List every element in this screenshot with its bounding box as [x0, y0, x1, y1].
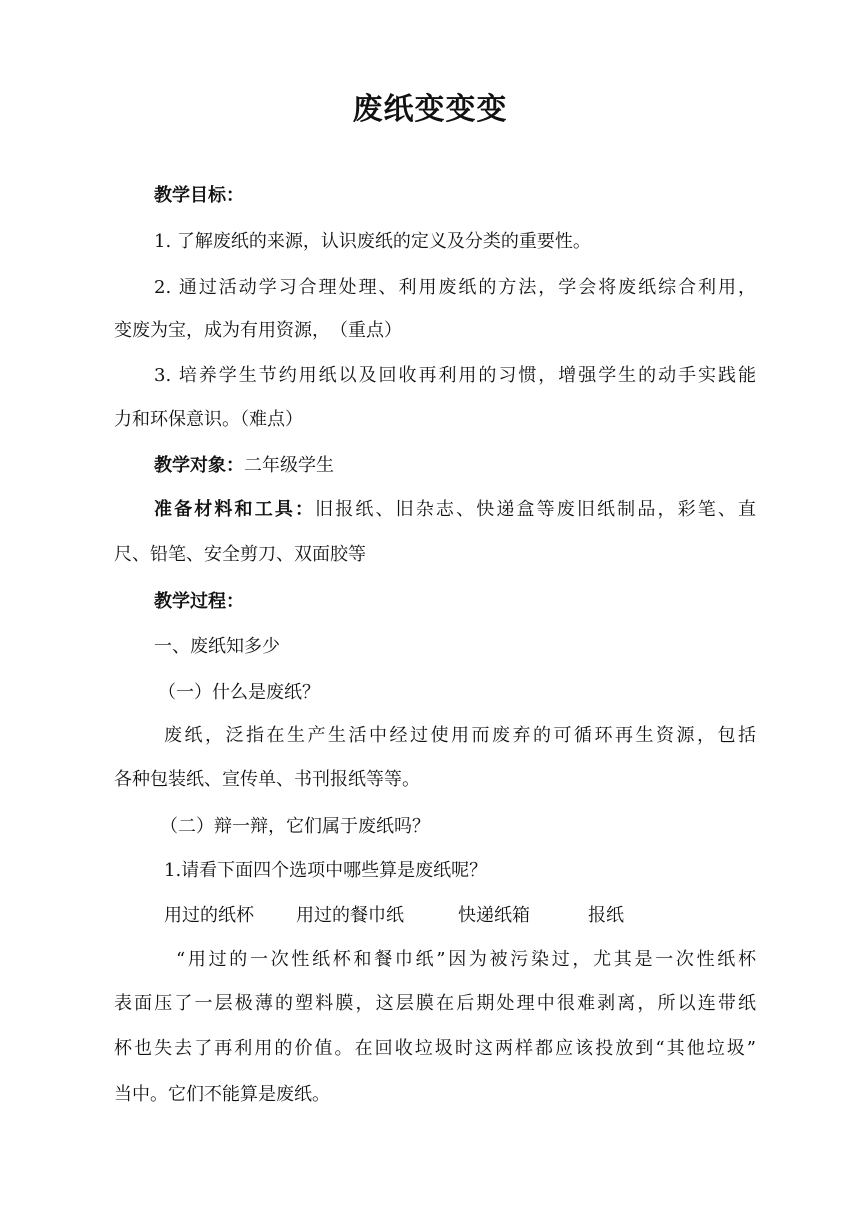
page-title: 废纸变变变: [352, 92, 508, 127]
goal-2-line-2: 变废为宝，成为有用资源， （重点）: [114, 320, 402, 341]
process-heading: 教学过程：: [154, 591, 244, 612]
explanation-line-4: 当中。它们不能算是废纸。: [114, 1084, 330, 1105]
materials-line-2: 尺、铅笔、安全剪刀、双面胶等: [114, 544, 366, 565]
definition-line-1: 废纸，泛指在生产生活中经过使用而废弃的可循环再生资源，包括: [164, 725, 756, 746]
goals-heading: 教学目标：: [154, 185, 244, 206]
subsection-1-heading: （一）什么是废纸？: [158, 682, 320, 703]
options-row: [164, 904, 624, 928]
goal-2-line-1: 2. 通过活动学习合理处理、利用废纸的方法，学会将废纸综合利用，: [154, 277, 756, 298]
goal-3-line-1: 3. 培养学生节约用纸以及回收再利用的习惯，增强学生的动手实践能: [154, 365, 756, 386]
audience-row: [154, 454, 334, 478]
section-1-heading: 一、废纸知多少: [154, 636, 280, 657]
subsection-2-heading: （二）辩一辩，它们属于废纸吗？: [160, 816, 430, 837]
question: 1.请看下面四个选项中哪些算是废纸呢？: [164, 860, 488, 881]
definition-line-2: 各种包装纸、宣传单、书刊报纸等等。: [114, 769, 420, 790]
option-item: 报纸: [588, 905, 624, 926]
explanation-line-1: “用过的一次性纸杯和餐巾纸”因为被污染过，尤其是一次性纸杯: [176, 949, 756, 970]
audience-value: 二年级学生: [244, 455, 334, 476]
goal-3-line-2: 力和环保意识。（难点）: [114, 409, 303, 430]
explanation-line-3: 杯也失去了再利用的价值。在回收垃圾时这两样都应该投放到“其他垃圾”: [114, 1038, 756, 1059]
option-item: 用过的餐巾纸: [296, 905, 404, 926]
materials-line-1: [154, 498, 756, 522]
audience-label: 教学对象：: [154, 455, 244, 476]
goal-1: 1. 了解废纸的来源，认识废纸的定义及分类的重要性。: [154, 231, 591, 252]
option-item: 快递纸箱: [458, 905, 530, 926]
explanation-line-2: 表面压了一层极薄的塑料膜，这层膜在后期处理中很难剥离，所以连带纸: [114, 993, 756, 1014]
materials-value: 旧报纸、旧杂志、快递盒等废旧纸制品，彩笔、直: [315, 499, 757, 520]
option-item: 用过的纸杯: [164, 905, 254, 926]
materials-label: 准备材料和工具：: [154, 499, 316, 520]
